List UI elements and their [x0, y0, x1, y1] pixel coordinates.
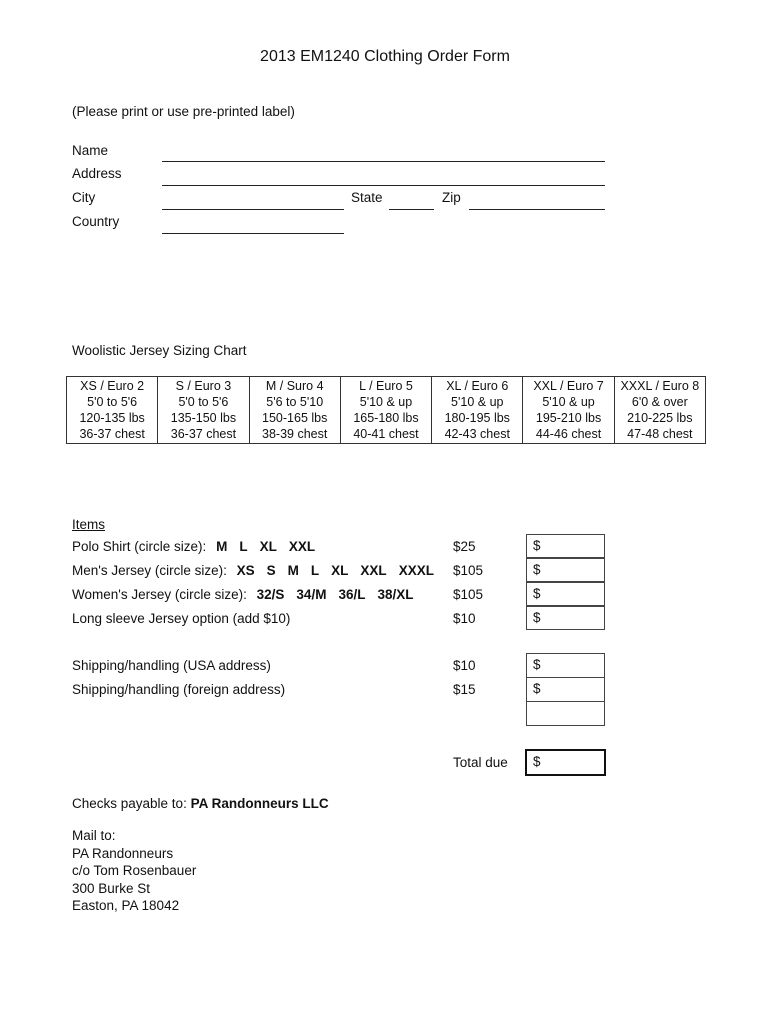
womens-size-32s[interactable]: 32/S: [256, 587, 285, 602]
chest-range: 40-41 chest: [353, 427, 419, 441]
country-label: Country: [72, 214, 120, 229]
mail-line: PA Randonneurs: [72, 845, 174, 861]
shipping-foreign-label: Shipping/handling (foreign address): [72, 682, 286, 697]
size-label: XS / Euro 2: [80, 379, 145, 393]
height-range: 5'0 to 5'6: [178, 395, 229, 409]
name-field[interactable]: [162, 161, 605, 162]
address-field[interactable]: [162, 185, 605, 186]
address-label: Address: [72, 166, 122, 181]
size-label: XL / Euro 6: [446, 379, 509, 393]
polo-row: [72, 539, 327, 554]
subtotal-box[interactable]: [526, 701, 605, 726]
shipping-usa-amount-box[interactable]: [526, 653, 605, 678]
polo-amount-box[interactable]: [526, 534, 605, 558]
chest-range: 44-46 chest: [535, 427, 602, 441]
items-header: Items: [72, 517, 106, 532]
dollar-sign: $: [533, 538, 541, 553]
size-label: XXXL / Euro 8: [620, 379, 700, 393]
weight-range: 135-150 lbs: [170, 411, 237, 425]
size-label: L / Euro 5: [359, 379, 413, 393]
total-due-box[interactable]: [525, 749, 606, 776]
payee-name: PA Randonneurs LLC: [190, 796, 329, 811]
height-range: 5'6 to 5'10: [266, 395, 324, 409]
womens-price: $105: [453, 587, 484, 602]
dollar-sign: $: [533, 657, 541, 672]
mens-size-s[interactable]: S: [266, 563, 276, 578]
polo-size-xxl[interactable]: XXL: [288, 539, 316, 554]
city-label: City: [72, 190, 96, 205]
chest-range: 42-43 chest: [444, 427, 510, 441]
state-label: State: [351, 190, 383, 205]
sizing-chart-title: Woolistic Jersey Sizing Chart: [72, 343, 247, 358]
size-label: XXL / Euro 7: [533, 379, 604, 393]
polo-size-xl[interactable]: XL: [259, 539, 277, 554]
weight-range: 180-195 lbs: [444, 411, 510, 425]
womens-size-34m[interactable]: 34/M: [296, 587, 327, 602]
dollar-sign: $: [533, 681, 541, 696]
mens-size-xs[interactable]: XS: [236, 563, 255, 578]
mens-price: $105: [453, 563, 484, 578]
polo-size-l[interactable]: L: [239, 539, 248, 554]
print-note: (Please print or use pre-printed label): [72, 104, 295, 119]
checks-payable-line: [72, 796, 329, 811]
shipping-foreign-price: $15: [453, 682, 476, 697]
height-range: 5'10 & up: [451, 395, 504, 409]
dollar-sign: $: [533, 586, 541, 601]
womens-size-38xl[interactable]: 38/XL: [377, 587, 414, 602]
long-sleeve-label: Long sleeve Jersey option (add $10): [72, 611, 291, 626]
womens-amount-box[interactable]: [526, 582, 605, 606]
mens-size-xl[interactable]: XL: [331, 563, 349, 578]
weight-range: 165-180 lbs: [353, 411, 419, 425]
chest-range: 36-37 chest: [170, 427, 237, 441]
chest-range: 38-39 chest: [262, 427, 328, 441]
womens-label: Women's Jersey (circle size):: [72, 587, 247, 602]
zip-label: Zip: [442, 190, 461, 205]
mail-to-label: Mail to:: [72, 828, 116, 843]
sizing-chart-table: [66, 376, 706, 444]
sizing-cell: [67, 377, 158, 444]
shipping-usa-label: Shipping/handling (USA address): [72, 658, 271, 673]
mail-line: Easton, PA 18042: [72, 898, 180, 913]
dollar-sign: $: [533, 562, 541, 577]
mens-label: Men's Jersey (circle size):: [72, 563, 227, 578]
page-title: 2013 EM1240 Clothing Order Form: [260, 48, 510, 65]
sizing-cell: [432, 377, 523, 444]
weight-range: 150-165 lbs: [262, 411, 328, 425]
long-sleeve-price: $10: [453, 611, 476, 626]
long-sleeve-amount-box[interactable]: [526, 606, 605, 630]
sizing-cell: [614, 377, 705, 444]
shipping-foreign-amount-box[interactable]: [526, 677, 605, 702]
weight-range: 210-225 lbs: [627, 411, 693, 425]
height-range: 5'10 & up: [359, 395, 413, 409]
size-label: M / Suro 4: [265, 379, 324, 393]
sizing-cell: [523, 377, 614, 444]
polo-price: $25: [453, 539, 476, 554]
mens-amount-box[interactable]: [526, 558, 605, 582]
sizing-cell: [158, 377, 249, 444]
sizing-row: [67, 377, 706, 444]
state-field[interactable]: [389, 209, 434, 210]
sizing-cell: [249, 377, 340, 444]
mens-size-m[interactable]: M: [287, 563, 299, 578]
checks-label: Checks payable to:: [72, 796, 187, 811]
zip-field[interactable]: [469, 209, 605, 210]
weight-range: 120-135 lbs: [79, 411, 145, 425]
womens-row: [72, 587, 425, 602]
mens-row: [72, 563, 446, 578]
dollar-sign: $: [533, 610, 541, 625]
chest-range: 36-37 chest: [79, 427, 145, 441]
mail-line: c/o Tom Rosenbauer: [72, 863, 197, 878]
mens-size-l[interactable]: L: [310, 563, 320, 578]
mail-to-block: [72, 827, 196, 915]
height-range: 6'0 & over: [631, 395, 688, 409]
total-due-label: Total due: [453, 755, 508, 770]
height-range: 5'10 & up: [542, 395, 595, 409]
womens-size-36l[interactable]: 36/L: [338, 587, 366, 602]
polo-label: Polo Shirt (circle size):: [72, 539, 207, 554]
height-range: 5'0 to 5'6: [87, 395, 138, 409]
mail-line: 300 Burke St: [72, 880, 151, 896]
dollar-sign: $: [533, 754, 541, 769]
mens-size-xxl[interactable]: XXL: [360, 563, 387, 578]
size-label: S / Euro 3: [175, 379, 232, 393]
country-field[interactable]: [162, 233, 344, 234]
polo-size-m[interactable]: M: [216, 539, 228, 554]
shipping-usa-price: $10: [453, 658, 476, 673]
name-label: Name: [72, 143, 109, 158]
sizing-cell: [340, 377, 431, 444]
weight-range: 195-210 lbs: [535, 411, 602, 425]
city-field[interactable]: [162, 209, 344, 210]
mens-size-xxxl[interactable]: XXXL: [398, 563, 434, 578]
chest-range: 47-48 chest: [627, 427, 693, 441]
